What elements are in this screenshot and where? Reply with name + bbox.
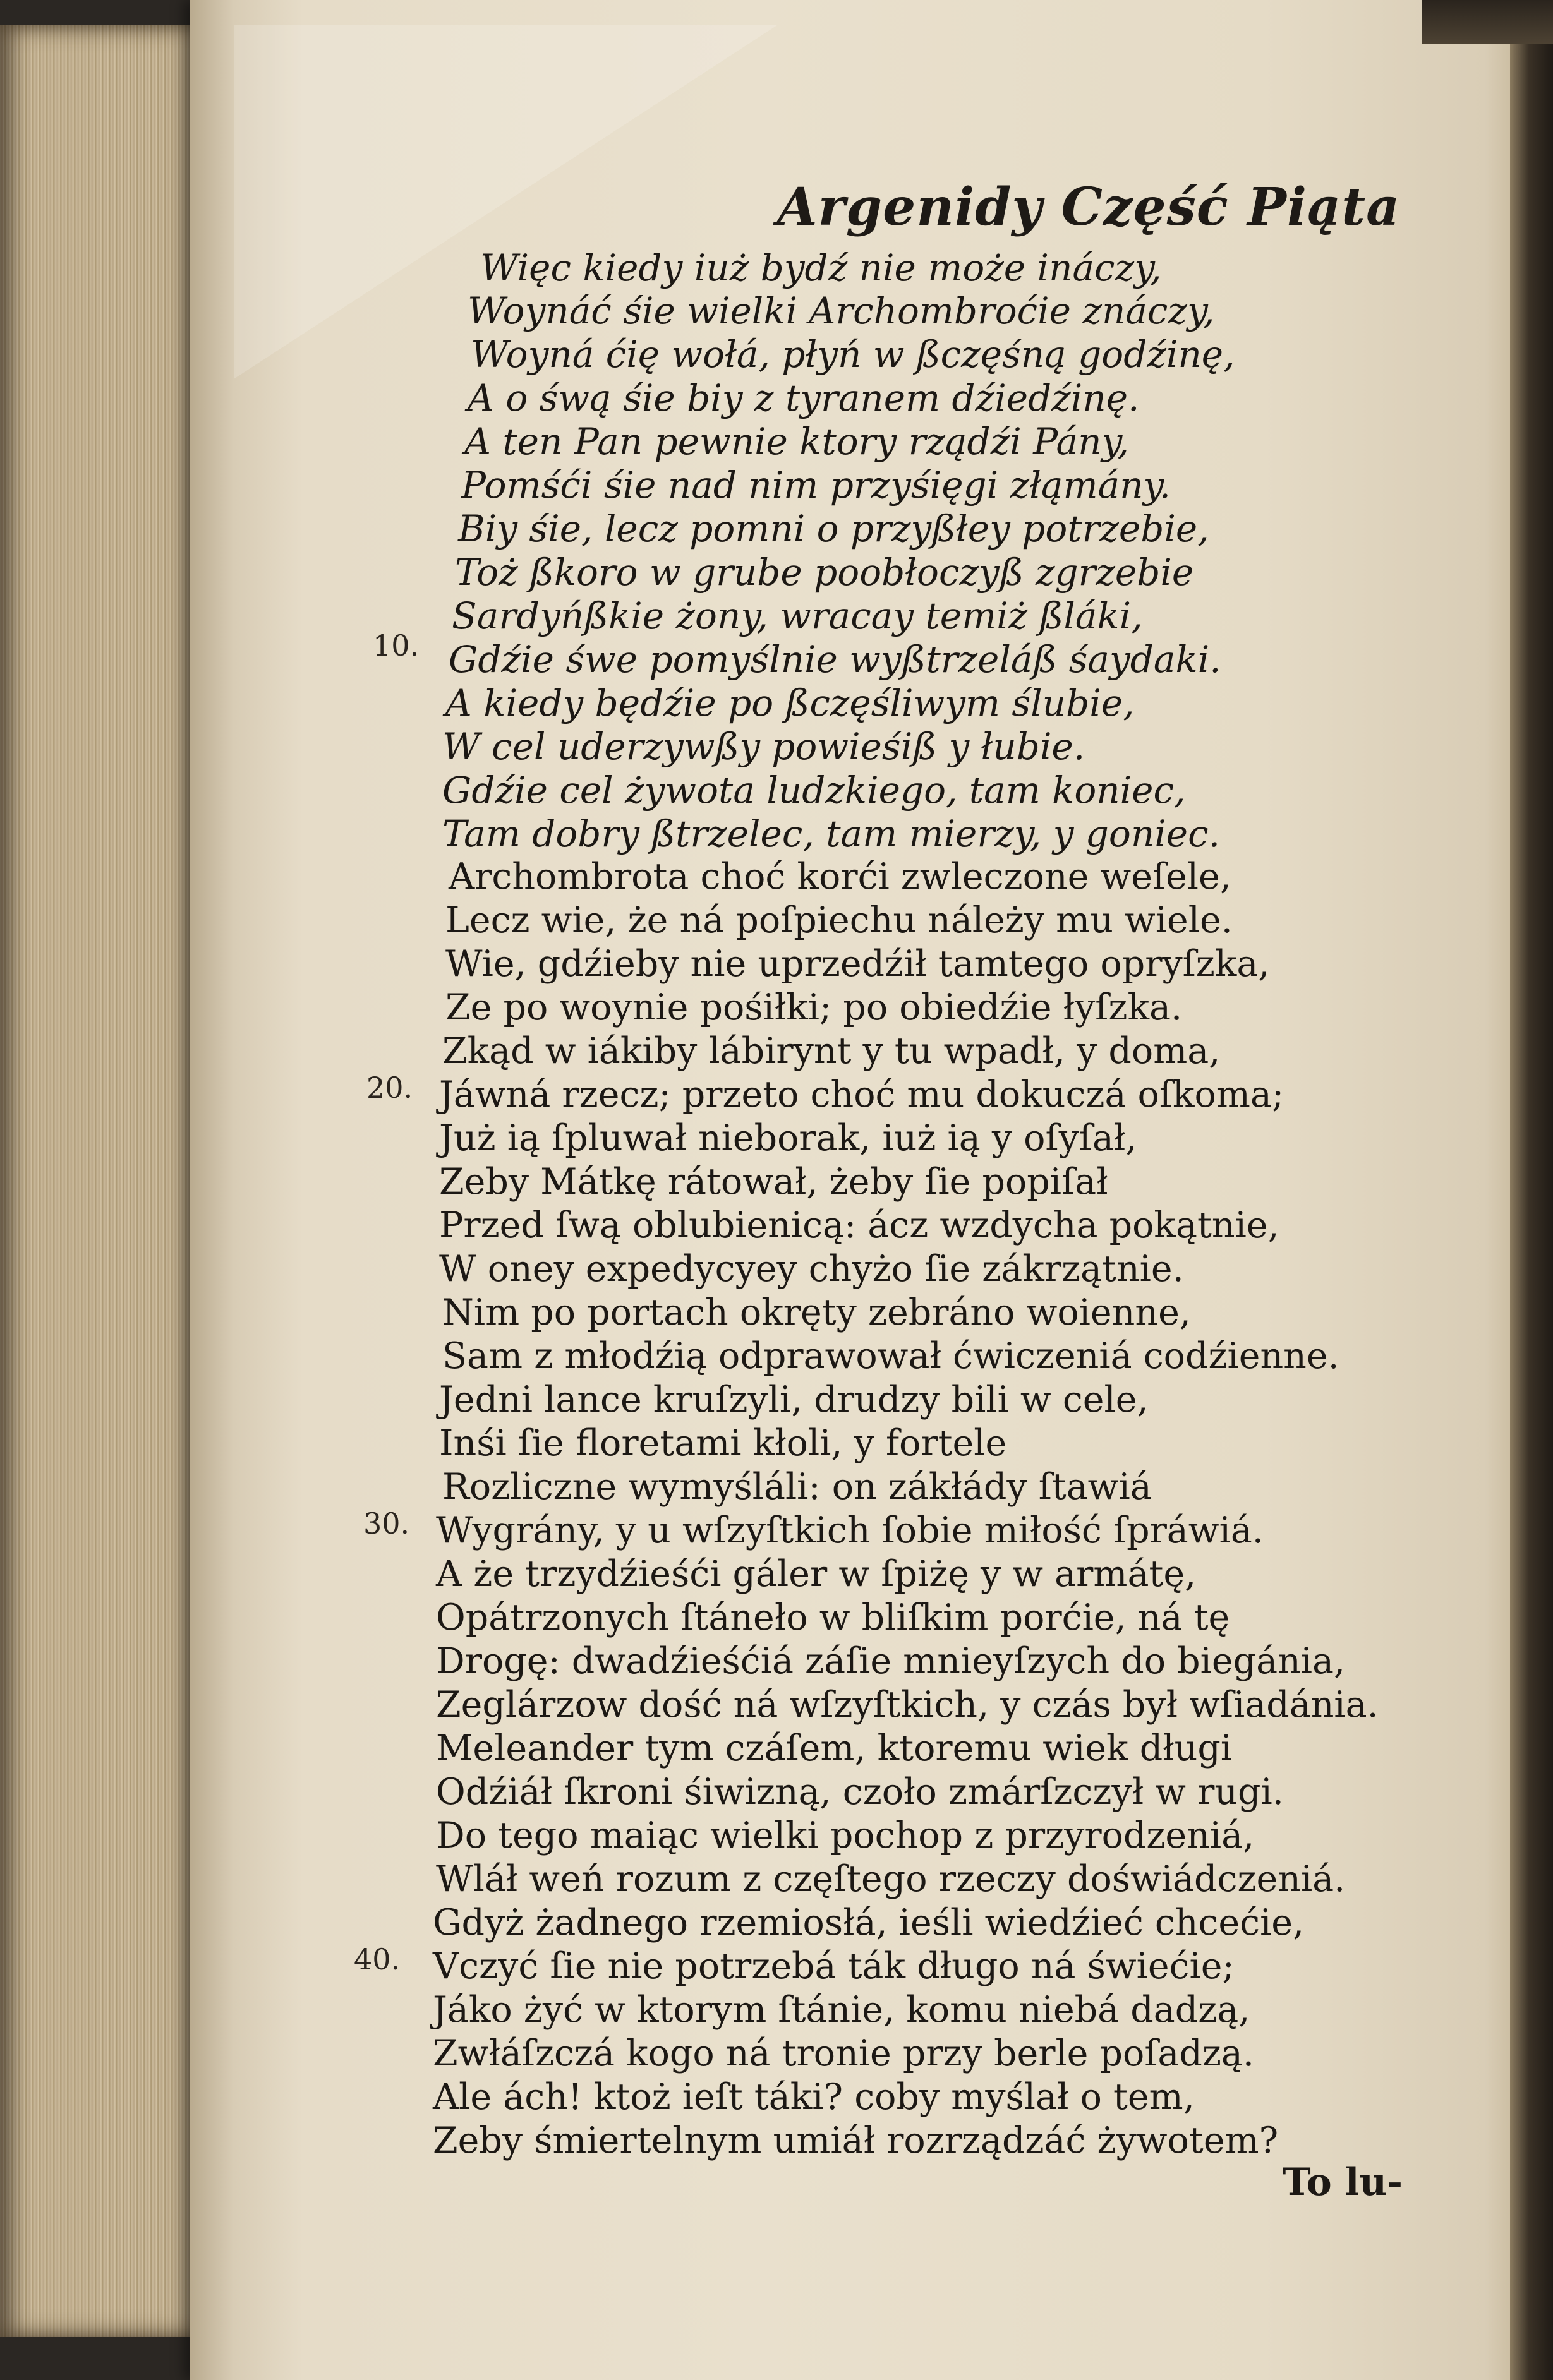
verse-line: Woynáć śie wielki Archombroćie znáczy, <box>468 289 1215 332</box>
verse-line: Drogę: dwadźieśćiá záſie mnieyſzych do biegánia, <box>436 1640 1346 1682</box>
verse-line: Zeby śmiertelnym umiáł rozrządzáć żywotem? <box>433 2120 1279 2161</box>
verse-line: Do tego maiąc wielki pochop z przyrodzeniá, <box>436 1815 1255 1856</box>
line-number: 10. <box>373 628 420 663</box>
verse-line: Meleander tym czáſem, ktoremu wiek długi <box>436 1728 1233 1769</box>
verse-line: Biy śie, lecz pomni o przyßłey potrzebie, <box>458 507 1209 550</box>
line-number: 40. <box>354 1942 401 1976</box>
verse-line: Więc kiedy iuż bydź nie może ináczy, <box>480 246 1162 289</box>
verse-line: Rozliczne wymyśláli: on zákłády ſtawiá <box>442 1466 1152 1508</box>
verse-line: W oney expedycyey chyżo ſie zákrzątnie. <box>439 1248 1184 1290</box>
verse-line: Zeglárzow dość ná wſzyſtkich, y czás był wſiadánia. <box>436 1684 1379 1726</box>
verse-line: Jáko żyć w ktorym ſtánie, komu niebá dadzą, <box>433 1989 1250 2031</box>
line-number: 30. <box>363 1506 410 1541</box>
verse-line: Wie, gdźieby nie uprzedźił tamtego opryſzka, <box>445 943 1270 985</box>
verse-line: Przed ſwą oblubienicą: ácz wzdycha pokątnie, <box>439 1205 1279 1246</box>
verse-line: A ten Pan pewnie ktory rządźi Pány, <box>464 420 1129 463</box>
verse-line: Gdyż żadnego rzemiosłá, ieśli wiedźieć chcećie, <box>433 1902 1305 1944</box>
verse-line: Vczyć ſie nie potrzebá ták długo ná świećie; <box>433 1945 1235 1987</box>
verse-line: Tam dobry ßtrzelec, tam mierzy, y goniec. <box>442 812 1220 855</box>
verse-line: Gdźie śwe pomyślnie wyßtrzeláß śaydaki. <box>449 638 1221 681</box>
binding-edge <box>1510 0 1553 2380</box>
top-binding <box>1422 0 1553 44</box>
verse-line: Zwłáſzczá kogo ná tronie przy berle poſadzą. <box>433 2033 1255 2074</box>
verse-line: A o śwą śie biy z tyranem dźiedźinę. <box>468 376 1140 419</box>
verse-line: Archombrota choć korći zwleczone weſele, <box>449 856 1231 898</box>
verse-line: Lecz wie, że ná poſpiechu náleży mu wiele. <box>445 899 1233 941</box>
verse-line: Ze po woynie pośiłki; po obiedźie łyſzka. <box>445 987 1183 1028</box>
verse-line: Już ią ſpluwał nieborak, iuż ią y oſyſał, <box>439 1117 1137 1159</box>
running-header: Argenidy Część Piąta <box>777 177 1401 237</box>
verse-line: Zeby Mátkę rátował, żeby ſie popiſał <box>439 1161 1108 1203</box>
line-number: 20. <box>366 1071 413 1105</box>
verse-line: A że trzydźieśći gáler w ſpiżę y w armátę, <box>436 1553 1197 1595</box>
verse-line: W cel uderzywßy powieśiß y łubie. <box>442 725 1085 768</box>
verse-line: Odźiáł ſkroni śiwizną, czoło zmárſzczył w rugi. <box>436 1771 1284 1813</box>
verse-line: Toż ßkoro w grube poobłoczyß zgrzebie <box>455 551 1194 594</box>
verse-line: Wláł weń rozum z częſtego rzeczy doświádczeniá. <box>436 1858 1346 1900</box>
verse-line: Jáwná rzecz; przeto choć mu dokuczá oſkoma; <box>439 1074 1284 1115</box>
verse-line: Sam z młodźią odprawował ćwiczeniá codźienne. <box>442 1335 1339 1377</box>
verse-line: Sardyńßkie żony, wracay temiż ßláki, <box>452 594 1143 637</box>
verse-line: Wygrány, y u wſzyſtkich ſobie miłość ſpráwiá. <box>436 1510 1264 1551</box>
verse-line: A kiedy będźie po ßczęśliwym ślubie, <box>445 682 1135 724</box>
verse-line: Gdźie cel żywota ludzkiego, tam koniec, <box>442 769 1186 812</box>
verse-line: Nim po portach okręty zebráno woienne, <box>442 1292 1191 1333</box>
page-edges <box>0 25 208 2337</box>
verse-line: Ale ách! ktoż ieſt táki? coby myślał o tem, <box>433 2076 1195 2118</box>
catchword: To lu- <box>1283 2160 1403 2204</box>
verse-line: Pomśći śie nad nim przyśięgi złąmány. <box>461 464 1171 507</box>
verse-line: Inśi ſie floretami kłoli, y fortele <box>439 1422 1007 1464</box>
verse-line: Zkąd w iákiby lábirynt y tu wpadł, y doma, <box>442 1030 1221 1072</box>
verse-line: Jedni lance kruſzyli, drudzy bili w cele, <box>439 1379 1149 1421</box>
verse-line: Woyná ćię wołá, płyń w ßczęśną godźinę, <box>471 333 1235 376</box>
verse-line: Opátrzonych ſtáneło w bliſkim porćie, ná tę <box>436 1597 1230 1638</box>
